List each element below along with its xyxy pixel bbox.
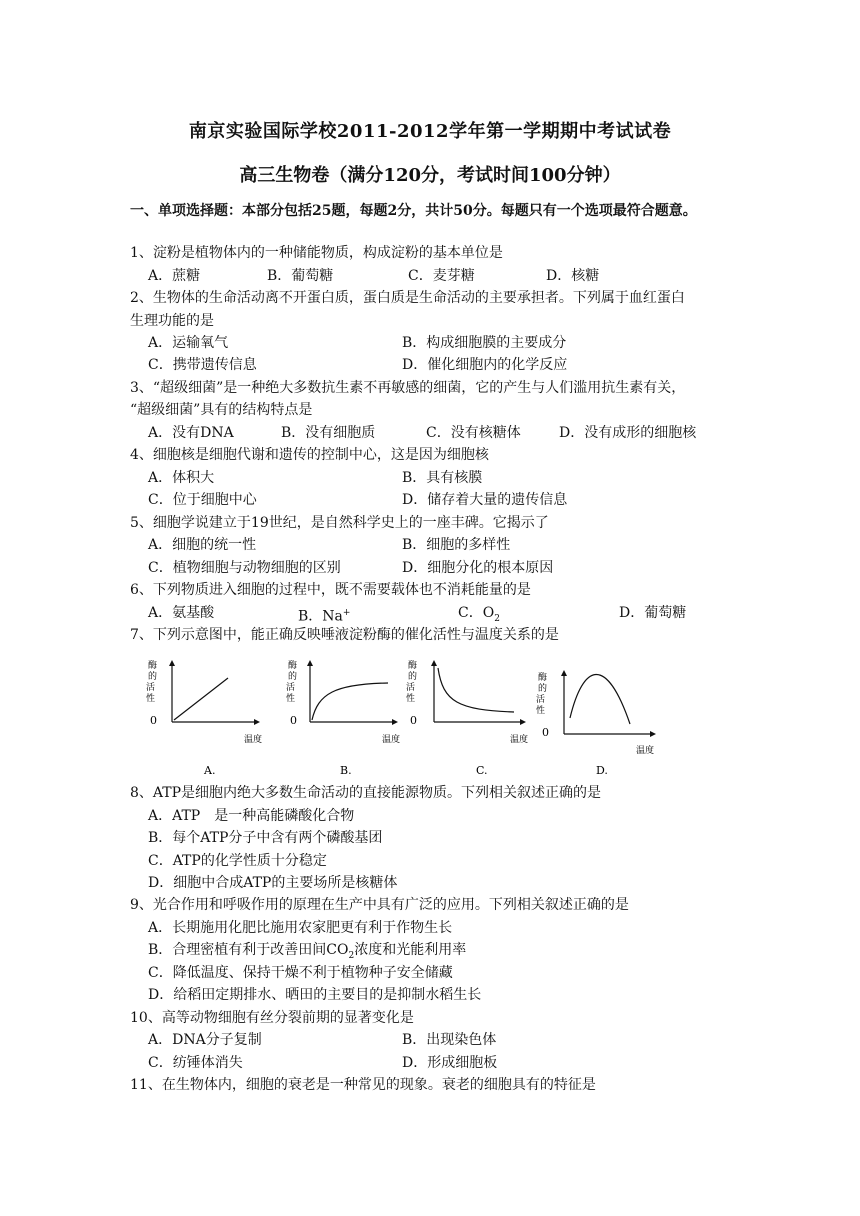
q6-option-b-text: B．Na <box>298 608 343 625</box>
graph-c-label: C. <box>476 764 488 777</box>
graph-a <box>146 659 262 777</box>
graph-d-xlabel: 温度 <box>636 746 655 756</box>
q9-option-c: C．降低温度、保持干燥不利于植物种子安全储藏 <box>148 965 453 981</box>
q7-graphs <box>138 654 678 782</box>
q3-option-c: C．没有核糖体 <box>426 425 521 441</box>
q9-option-b-text: B．合理密植有利于改善田间CO <box>148 942 349 958</box>
q1-option-b: B．葡萄糖 <box>267 268 334 284</box>
q6-option-c-sub: 2 <box>494 613 500 624</box>
question-5-stem: 5、细胞学说建立于19世纪，是自然科学史上的一座丰碑。它揭示了 <box>130 515 549 531</box>
q10-option-a: A．DNA分子复制 <box>148 1032 262 1048</box>
graph-c-ylabel-2: 的 <box>408 672 418 682</box>
q5-option-c: C．植物细胞与动物细胞的区别 <box>148 560 341 576</box>
graph-a-xlabel: 温度 <box>244 735 263 745</box>
q2-option-c: C．携带遗传信息 <box>148 357 257 373</box>
question-3-stem: 3、“超级细菌”是一种绝大多数抗生素不再敏感的细菌，它的产生与人们滥用抗生素有关， <box>130 380 686 396</box>
q9-option-b <box>148 940 466 966</box>
graph-d <box>536 670 656 777</box>
graph-a-ylabel-4: 性 <box>146 694 156 704</box>
graph-a-ylabel-1: 酶 <box>148 661 158 671</box>
q2-option-b: B．构成细胞膜的主要成分 <box>402 335 567 351</box>
graph-c-xarrow <box>520 719 526 725</box>
q9-option-b-sub: 2 <box>348 950 355 961</box>
graph-c-curve <box>438 668 514 712</box>
q9-option-d: D．给稻田定期排水、晒田的主要目的是抑制水稻生长 <box>148 987 482 1003</box>
question-11-stem: 11、在生物体内，细胞的衰老是一种常见的现象。衰老的细胞具有的特征是 <box>130 1077 596 1093</box>
q8-option-c: C．ATP的化学性质十分稳定 <box>148 853 327 869</box>
graph-b-ylabel-3: 活 <box>286 683 296 693</box>
q4-option-c: C．位于细胞中心 <box>148 492 257 508</box>
graph-d-curve <box>570 674 630 724</box>
question-10-stem: 10、高等动物细胞有丝分裂前期的显著变化是 <box>130 1010 414 1026</box>
q4-option-a: A．体积大 <box>148 470 215 486</box>
q5-option-a: A．细胞的统一性 <box>148 537 257 553</box>
graph-b-yarrow <box>307 660 313 666</box>
graph-d-ylabel-4: 性 <box>536 706 546 716</box>
graph-b-ylabel-4: 性 <box>286 694 296 704</box>
graph-a-curve <box>174 678 228 720</box>
graph-d-origin: 0 <box>542 726 549 739</box>
question-3-stem-cont: “超级细菌”具有的结构特点是 <box>130 402 313 418</box>
q1-option-d: D．核糖 <box>546 268 600 284</box>
question-4-stem: 4、细胞核是细胞代谢和遗传的控制中心，这是因为细胞核 <box>130 447 489 463</box>
graph-b-xarrow <box>392 719 398 725</box>
q3-option-b: B．没有细胞质 <box>281 425 376 441</box>
q10-option-b: B．出现染色体 <box>402 1032 497 1048</box>
graph-b <box>286 659 400 777</box>
graph-a-label: A. <box>204 764 216 777</box>
graph-b-xlabel: 温度 <box>382 735 401 745</box>
graph-c-origin: 0 <box>410 714 417 727</box>
question-6-stem: 6、下列物质进入细胞的过程中，既不需要载体也不消耗能量的是 <box>130 582 531 598</box>
graph-a-ylabel-3: 活 <box>146 683 156 693</box>
question-9-stem: 9、光合作用和呼吸作用的原理在生产中具有广泛的应用。下列相关叙述正确的是 <box>130 897 629 913</box>
graph-a-xarrow <box>254 719 260 725</box>
graph-d-label: D. <box>596 764 608 777</box>
q1-option-c: C．麦芽糖 <box>408 268 475 284</box>
q6-option-c-text: C．O <box>458 605 495 621</box>
graph-c-xlabel: 温度 <box>510 735 529 745</box>
q8-option-d: D．细胞中合成ATP的主要场所是核糖体 <box>148 875 398 891</box>
graph-c-ylabel-4: 性 <box>406 694 416 704</box>
q8-option-b: B．每个ATP分子中含有两个磷酸基团 <box>148 830 383 846</box>
q2-option-a: A．运输氧气 <box>148 335 229 351</box>
q5-option-d: D．细胞分化的根本原因 <box>402 560 554 576</box>
graph-d-yarrow <box>561 670 567 676</box>
question-2-stem-cont: 生理功能的是 <box>130 313 214 329</box>
graph-b-ylabel-1: 酶 <box>288 661 298 671</box>
graph-c-ylabel-3: 活 <box>406 683 416 693</box>
q6-option-b-sup: + <box>342 608 351 618</box>
graph-c-ylabel-1: 酶 <box>408 661 418 671</box>
q10-option-d: D．形成细胞板 <box>402 1055 498 1071</box>
graph-d-ylabel-1: 酶 <box>538 673 548 683</box>
question-7-stem: 7、下列示意图中，能正确反映唾液淀粉酶的催化活性与温度关系的是 <box>130 627 559 643</box>
graph-a-yarrow <box>169 660 175 666</box>
question-2-stem: 2、生物体的生命活动离不开蛋白质，蛋白质是生命活动的主要承担者。下列属于血红蛋白 <box>130 290 685 306</box>
question-1-stem: 1、淀粉是植物体内的一种储能物质，构成淀粉的基本单位是 <box>130 245 503 261</box>
exam-title: 南京实验国际学校2011-2012学年第一学期期中考试试卷 <box>188 121 672 142</box>
exam-subtitle: 高三生物卷（满分120分，考试时间100分钟） <box>239 165 621 186</box>
q9-option-b-text-cont: 浓度和光能利用率 <box>354 942 467 958</box>
q10-option-c: C．纺锤体消失 <box>148 1055 243 1071</box>
q2-option-d: D．催化细胞内的化学反应 <box>402 357 568 373</box>
q8-option-a: A．ATP 是一种高能磷酸化合物 <box>148 808 355 824</box>
graph-b-curve <box>312 683 388 720</box>
graph-c <box>406 659 528 777</box>
graph-d-ylabel-3: 活 <box>536 695 546 705</box>
q6-option-b <box>298 603 350 627</box>
graph-b-origin: 0 <box>290 714 297 727</box>
q3-option-d: D．没有成形的细胞核 <box>559 425 697 441</box>
q5-option-b: B．细胞的多样性 <box>402 537 511 553</box>
graph-c-yarrow <box>431 660 437 666</box>
graph-b-label: B. <box>340 764 352 777</box>
graph-d-xarrow <box>650 731 656 737</box>
section-heading: 一、单项选择题：本部分包括25题，每题2分，共计50分。每题只有一个选项最符合题意。 <box>130 203 697 219</box>
q4-option-d: D．储存着大量的遗传信息 <box>402 492 568 508</box>
question-8-stem: 8、ATP是细胞内绝大多数生命活动的直接能源物质。下列相关叙述正确的是 <box>130 785 602 801</box>
q6-option-a: A．氨基酸 <box>148 605 215 621</box>
q6-option-d: D．葡萄糖 <box>619 605 687 621</box>
graph-a-ylabel-2: 的 <box>148 672 158 682</box>
graph-b-ylabel-2: 的 <box>288 672 298 682</box>
graph-d-ylabel-2: 的 <box>538 684 548 694</box>
q9-option-a: A．长期施用化肥比施用农家肥更有利于作物生长 <box>148 920 453 936</box>
q4-option-b: B．具有核膜 <box>402 470 483 486</box>
graph-a-origin: 0 <box>150 714 157 727</box>
q3-option-a: A．没有DNA <box>148 425 234 441</box>
q1-option-a: A．蔗糖 <box>148 268 201 284</box>
